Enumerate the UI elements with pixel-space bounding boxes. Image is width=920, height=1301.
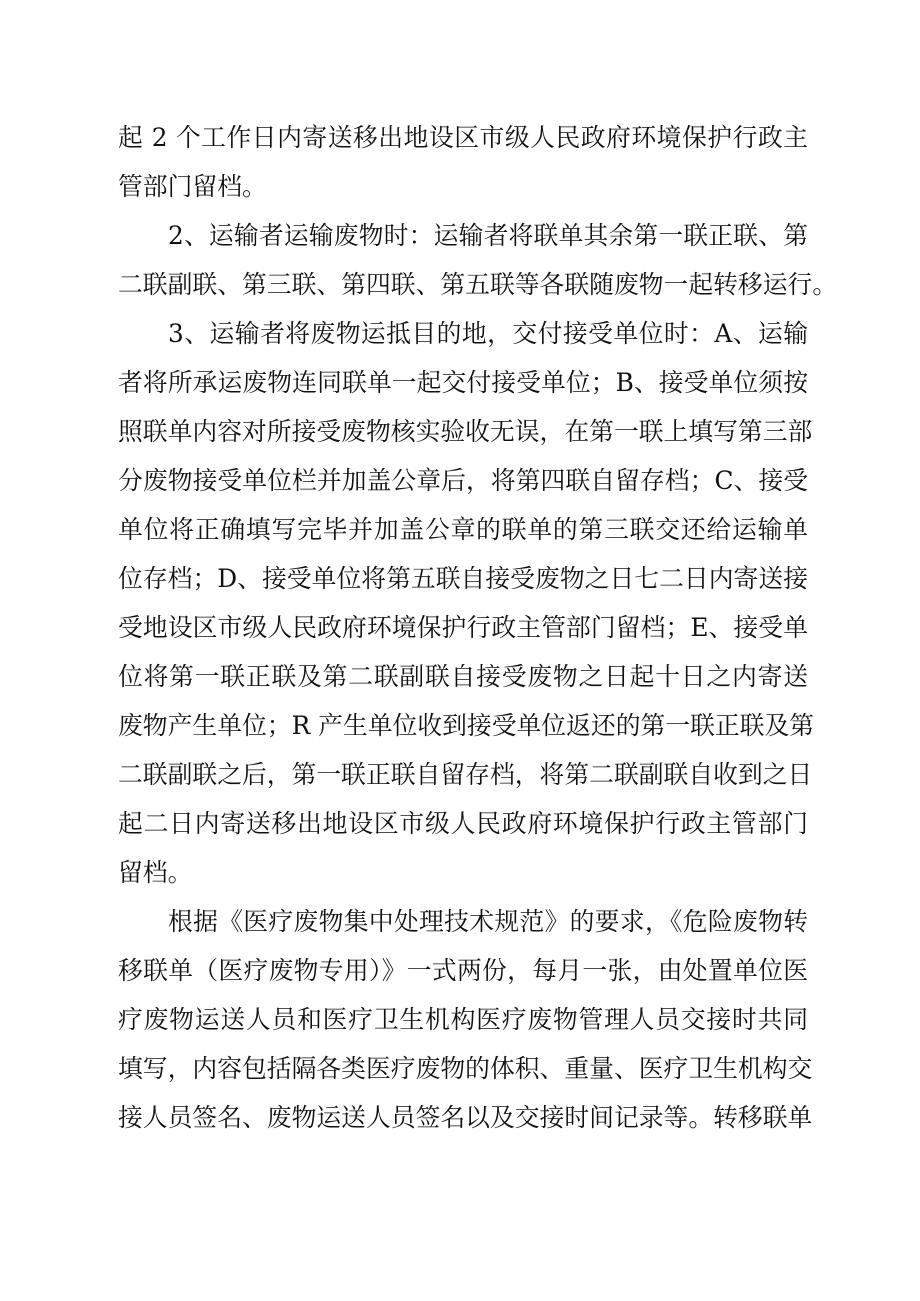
text-line: 疗废物运送人员和医疗卫生机构医疗废物管理人员交接时共同 (118, 1005, 808, 1034)
text-line: 二联副联之后，第一联正联自留存档，将第二联副联自收到之日 (118, 760, 813, 789)
text-line: 位将第一联正联及第二联副联自接受废物之日起十日之内寄送 (118, 662, 808, 691)
text-line: 分废物接受单位栏并加盖公章后，将第四联自留存档；C、接受 (118, 466, 808, 495)
text-line: 废物产生单位；R 产生单位收到接受单位返还的第一联正联及第 (118, 711, 815, 740)
text-line: 起二日内寄送移出地设区市级人民政府环境保护行政主管部门 (118, 809, 808, 838)
text-line: 2、运输者运输废物时：运输者将联单其余第一联正联、第 (168, 221, 808, 250)
text-line: 3、运输者将废物运抵目的地，交付接受单位时：A、运输 (168, 319, 808, 348)
text-line: 二联副联、第三联、第四联、第五联等各联随废物一起转移运行。 (118, 270, 838, 299)
text-line: 留档。 (118, 858, 193, 887)
text-line: 起 2 个工作日内寄送移出地设区市级人民政府环境保护行政主 (118, 123, 808, 152)
text-line: 管部门留档。 (118, 172, 267, 201)
document-body (118, 113, 838, 1142)
text-line: 照联单内容对所接受废物核实验收无误，在第一联上填写第三部 (118, 417, 813, 446)
text-line: 单位将正确填写完毕并加盖公章的联单的第三联交还给运输单 (118, 515, 808, 544)
text-line: 移联单（医疗废物专用）》一式两份，每月一张，由处置单位医 (118, 956, 808, 985)
text-line: 位存档；D、接受单位将第五联自接受废物之日七二日内寄送接 (118, 564, 808, 593)
text-line: 受地设区市级人民政府环境保护行政主管部门留档；E、接受单 (118, 613, 808, 642)
text-line: 根据《医疗废物集中处理技术规范》的要求，《危险废物转 (168, 907, 808, 936)
text-line: 填写，内容包括隔各类医疗废物的体积、重量、医疗卫生机构交 (118, 1054, 813, 1083)
text-line: 接人员签名、废物运送人员签名以及交接时间记录等。转移联单 (118, 1103, 813, 1132)
text-line: 者将所承运废物连同联单一起交付接受单位；B、接受单位须按 (118, 368, 808, 397)
